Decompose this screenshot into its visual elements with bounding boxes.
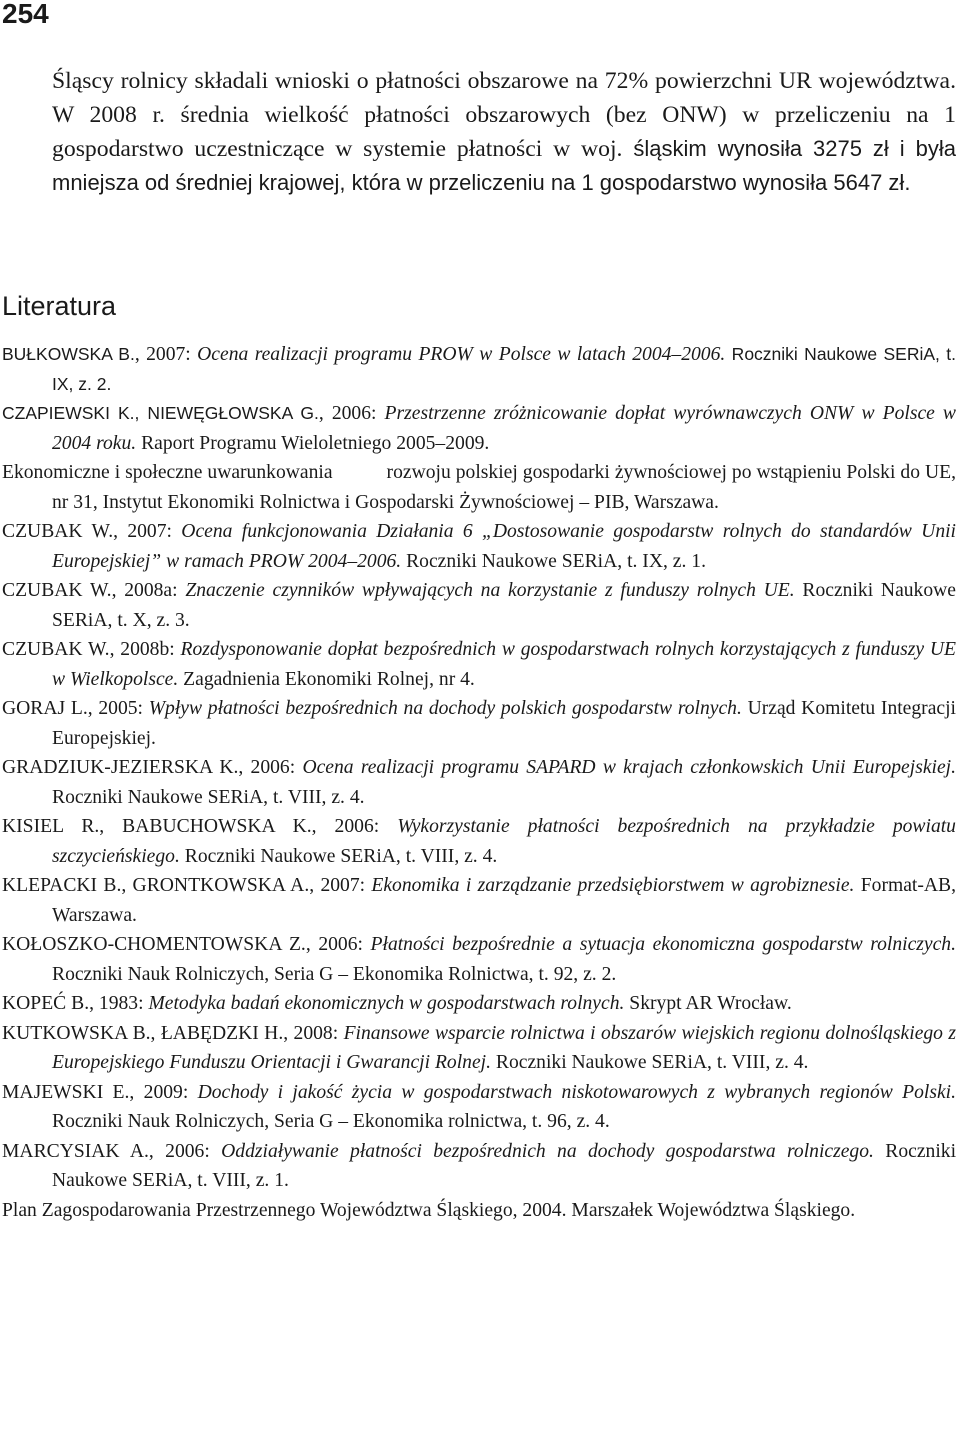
- reference-title: Ocena realizacji programu SAPARD w krajach członkowskich Unii Europejskiej.: [302, 757, 957, 778]
- reference-author: CZUBAK W.: [2, 580, 112, 601]
- reference-item: [2, 930, 956, 989]
- reference-title: Wykorzystanie płatności bezpośrednich na przykładzie powiatu szczycieńskiego.: [52, 816, 956, 867]
- reference-item: [2, 989, 956, 1019]
- reference-list: [2, 340, 956, 1225]
- reference-item: [2, 458, 956, 517]
- reference-publication: Roczniki Naukowe SERiA, t. VIII, z. 4.: [179, 845, 498, 867]
- reference-item: [2, 812, 956, 871]
- reference-publication: Raport Programu Wieloletniego 2005–2009.: [136, 432, 490, 454]
- reference-item: [2, 517, 956, 576]
- reference-publication: Roczniki Naukowe SERiA, t. IX, z. 2.: [52, 344, 957, 394]
- reference-publication: Zagadnienia Ekonomiki Rolnej, nr 4.: [178, 668, 475, 690]
- intro-paragraph: [52, 64, 956, 200]
- reference-text: Plan Zagospodarowania Przestrzennego Województwa Śląskiego, 2004. Marszałek Województwa Śląskiego.: [2, 1199, 856, 1221]
- reference-title: Płatności bezpośrednie a sytuacja ekonomiczna gospodarstw rolniczych.: [370, 934, 956, 955]
- reference-author: MARCYSIAK A.: [2, 1140, 149, 1162]
- reference-item: [2, 1019, 956, 1078]
- reference-item: [2, 753, 956, 812]
- reference-title: Ekonomika i zarządzanie przedsiębiorstwem w agrobiznesie.: [371, 875, 855, 896]
- reference-publication: Skrypt AR Wrocław.: [624, 993, 792, 1014]
- reference-year: , 2006:: [311, 816, 398, 837]
- reference-author: GORAJ L.: [2, 698, 88, 719]
- reference-author: BUŁKOWSKA B.: [2, 344, 135, 364]
- reference-year: , 2007:: [309, 875, 372, 896]
- reference-year: , 2006:: [305, 934, 371, 955]
- reference-title: Dochody i jakość życia w gospodarstwach niskotowarowych z wybranych regionów Polski.: [197, 1081, 956, 1103]
- reference-text: Ekonomiczne i społeczne uwarunkowania: [2, 462, 333, 483]
- literature-heading: Literatura: [2, 291, 117, 321]
- reference-item: [2, 635, 956, 694]
- reference-year: , 2006:: [318, 403, 385, 424]
- reference-title: Wpływ płatności bezpośrednich na dochody polskich gospodarstw rolnych.: [148, 698, 742, 719]
- reference-publication: Format-AB, Warszawa.: [52, 875, 956, 926]
- reference-author: KOPEĆ B.: [2, 993, 90, 1014]
- intro-text-sans: śląskim wynosiła 3275 zł i była mniejsza od średniej krajowej, która w przeliczeniu na 1 gospodarstwo wynosiła 5647 zł.: [52, 136, 956, 195]
- reference-year: , 2008:: [283, 1022, 344, 1044]
- reference-title: Przestrzenne zróżnicowanie dopłat wyrównawczych ONW w Polsce w 2004 roku.: [52, 403, 956, 454]
- reference-item: [2, 340, 956, 399]
- reference-author: KISIEL R., BABUCHOWSKA K.: [2, 816, 312, 837]
- reference-author: KOŁOSZKO-CHOMENTOWSKA Z.: [2, 934, 306, 955]
- reference-year: , 2007:: [113, 521, 182, 542]
- reference-year: , 2007:: [134, 344, 198, 365]
- reference-year: , 1983:: [89, 993, 149, 1014]
- reference-author: KLEPACKI B., GRONTKOWSKA A.: [2, 875, 310, 896]
- reference-title: Rozdysponowanie dopłat bezpośrednich w gospodarstwach rolnych korzystających z funduszy UE w Wielkopolsce.: [52, 639, 957, 690]
- reference-author: GRADZIUK-JEZIERSKA K.: [2, 757, 239, 778]
- reference-item: [2, 871, 956, 930]
- reference-author: CZUBAK W.: [2, 521, 114, 542]
- reference-author: CZAPIEWSKI K., NIEWĘGŁOWSKA G.: [2, 403, 319, 423]
- reference-title: Ocena realizacji programu PROW w Polsce w latach 2004–2006.: [197, 344, 726, 365]
- reference-text-continued: rozwoju polskiej gospodarki żywnościowej po wstąpieniu Polski do UE, nr 31, Instytut Ekonomiki Rolnictwa i Gospodarski Żywnościowej – PIB, Warszawa.: [52, 462, 956, 513]
- reference-item: [2, 576, 956, 635]
- reference-item: [2, 1196, 956, 1226]
- page-number: 254: [2, 0, 49, 29]
- reference-author: KUTKOWSKA B., ŁABĘDZKI H.: [2, 1022, 284, 1044]
- reference-year: , 2005:: [87, 698, 149, 719]
- reference-year: , 2009:: [129, 1081, 198, 1103]
- intro-text-serif: Śląscy rolnicy składali wnioski o płatności obszarowe na 72% powierzchni UR województwa. W 2008 r. średnia wielkość płatności obszarowych (bez ONW) w przeliczeniu na 1 gospodarstwo uczestniczące w systemie płatności w woj.: [52, 68, 956, 162]
- reference-title: Znaczenie czynników wpływających na korzystanie z funduszy rolnych UE.: [185, 580, 795, 601]
- reference-publication: Roczniki Naukowe SERiA, t. VIII, z. 4.: [52, 786, 365, 808]
- reference-publication: Roczniki Nauk Rolniczych, Seria G – Ekonomika rolnictwa, t. 96, z. 4.: [52, 1111, 610, 1132]
- reference-item: [2, 694, 956, 753]
- reference-item: [2, 1078, 956, 1137]
- reference-author: CZUBAK W.: [2, 639, 110, 660]
- reference-publication: Roczniki Naukowe SERiA, t. X, z. 3.: [52, 580, 957, 631]
- reference-year: , 2006:: [148, 1140, 222, 1162]
- reference-year: , 2006:: [238, 757, 303, 778]
- reference-title: Finansowe wsparcie rolnictwa i obszarów wiejskich regionu dolnośląskiego z Europejskiego Funduszu Orientacji i Gwarancji Rolnej.: [52, 1022, 957, 1073]
- reference-title: Ocena funkcjonowania Działania 6 „Dostosowanie gospodarstw rolnych do standardów Unii Europejskiej” w ramach PROW 2004–2006.: [52, 521, 957, 572]
- reference-item: [2, 399, 956, 458]
- reference-year: , 2008b:: [109, 639, 181, 660]
- reference-publication: Roczniki Naukowe SERiA, t. VIII, z. 1.: [52, 1140, 957, 1191]
- reference-author: MAJEWSKI E.: [2, 1081, 130, 1103]
- reference-item: [2, 1137, 956, 1196]
- reference-publication: Roczniki Naukowe SERiA, t. IX, z. 1.: [401, 550, 706, 572]
- reference-year: , 2008a:: [111, 580, 186, 601]
- reference-publication: Roczniki Naukowe SERiA, t. VIII, z. 4.: [491, 1052, 809, 1073]
- reference-publication: Urząd Komitetu Integracji Europejskiej.: [52, 698, 956, 749]
- reference-title: Metodyka badań ekonomicznych w gospodarstwach rolnych.: [148, 993, 625, 1014]
- reference-publication: Roczniki Nauk Rolniczych, Seria G – Ekonomika Rolnictwa, t. 92, z. 2.: [52, 963, 617, 985]
- reference-title: Oddziaływanie płatności bezpośrednich na dochody gospodarstwa rolniczego.: [221, 1140, 874, 1162]
